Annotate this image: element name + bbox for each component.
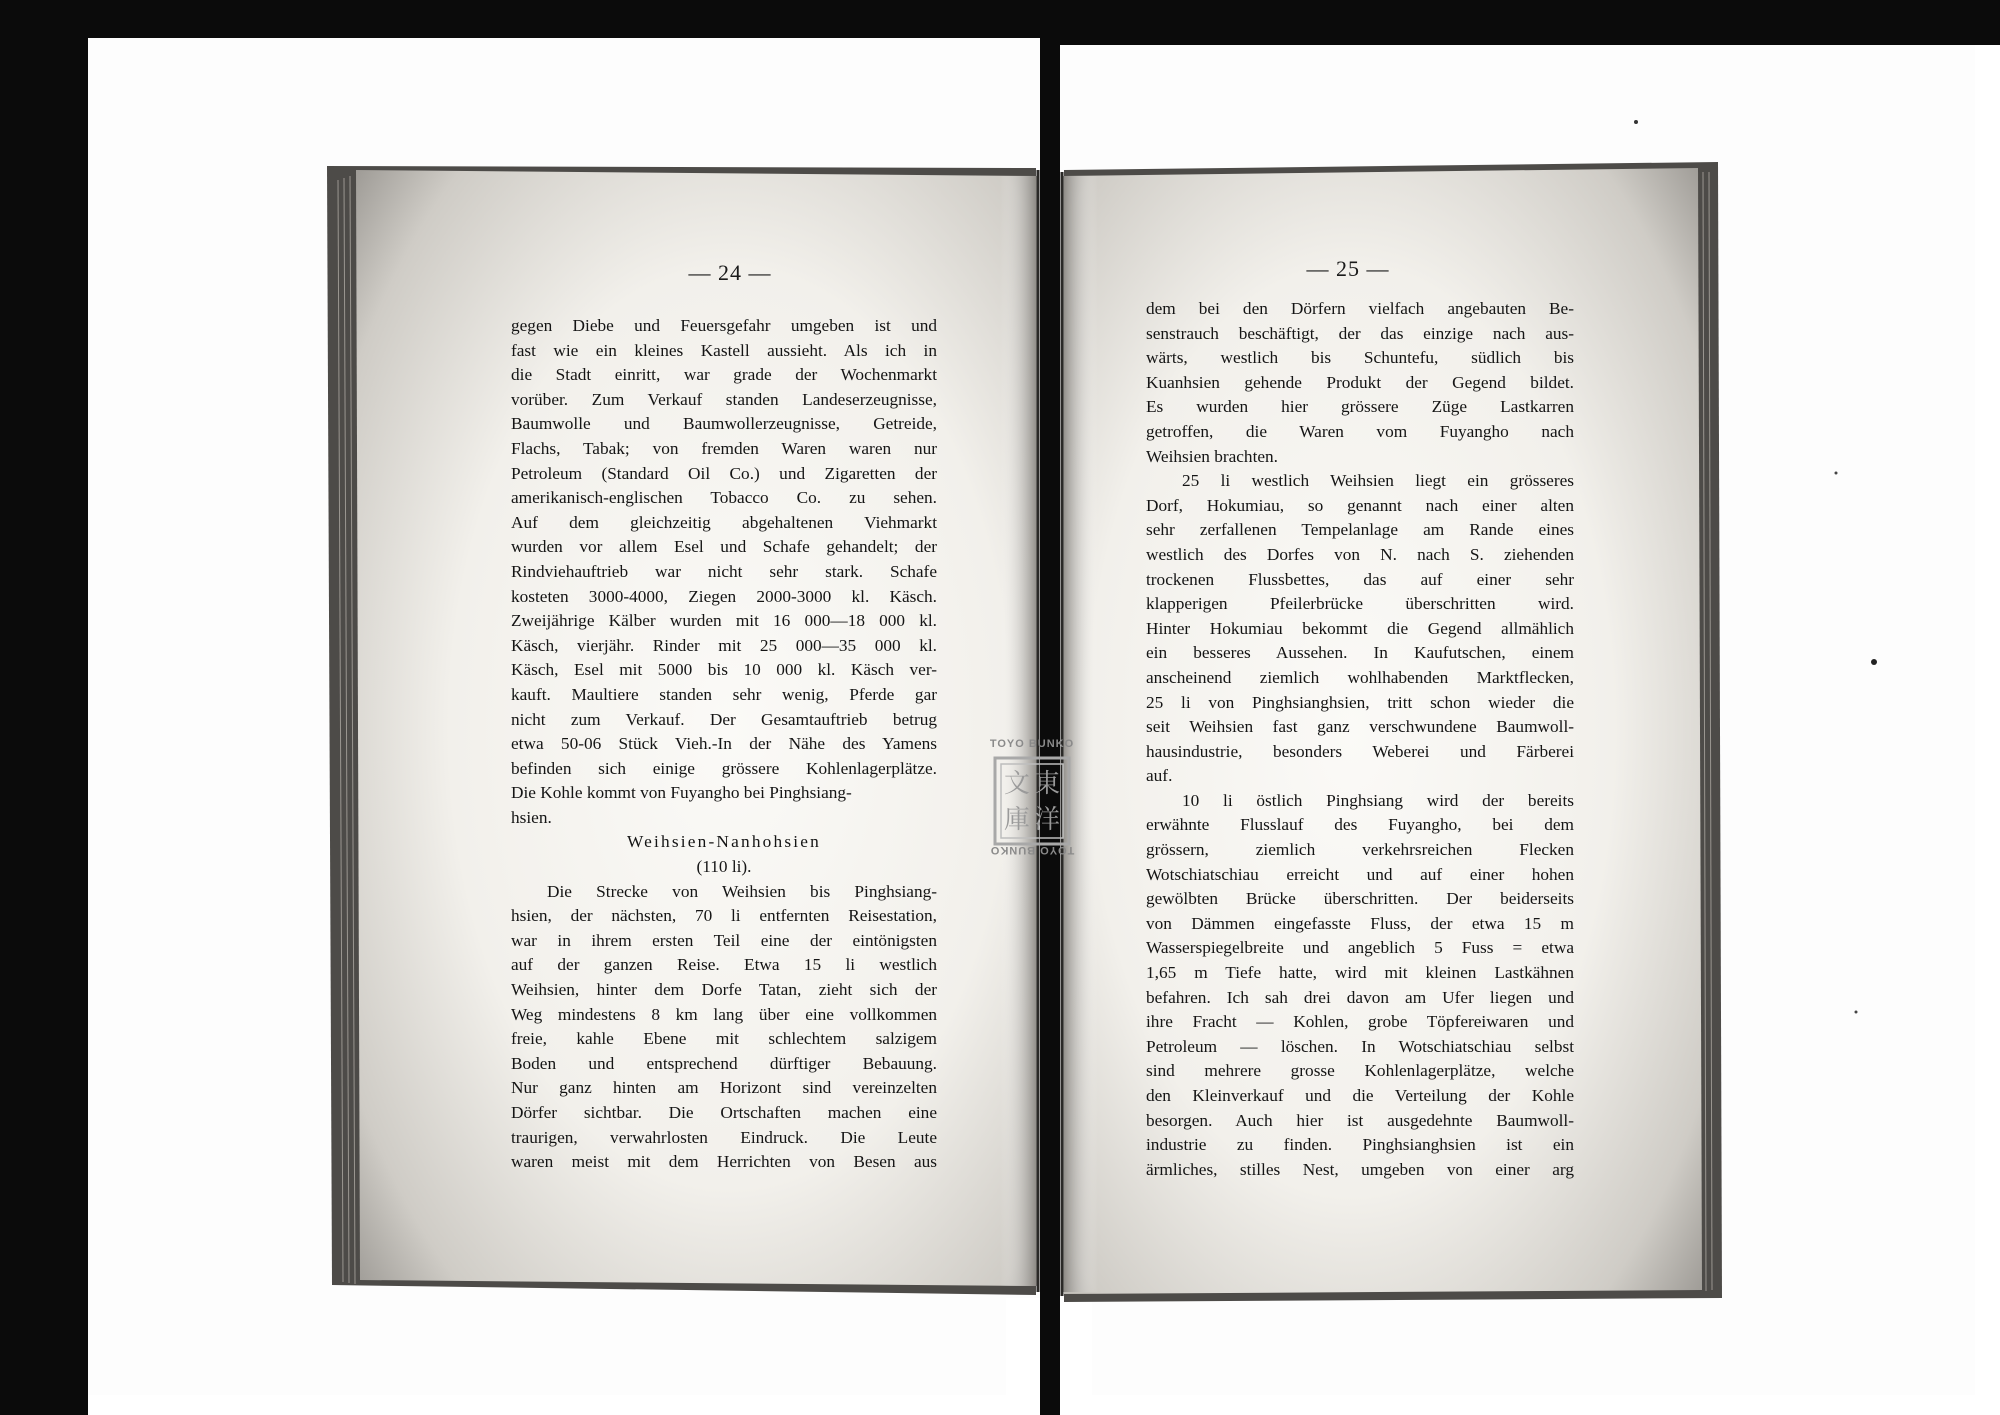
text-line: amerikanisch-englischen Tobacco Co. zu sehen. <box>511 488 937 508</box>
text-line: auf der ganzen Reise. Etwa 15 li westlich <box>511 955 937 975</box>
text-line: war in ihrem ersten Teil eine der eintönigsten <box>511 930 937 950</box>
text-line: wärts, westlich bis Schuntefu, südlich bis <box>1146 348 1574 368</box>
text-line: Dörfer sichtbar. Die Ortschaften machen eine <box>511 1103 937 1122</box>
text-line: ärmliches, stilles Nest, umgeben von einer arg <box>1146 1159 1574 1179</box>
text-line: hsien, der nächsten, 70 li entfernten Reisestation, <box>511 906 937 926</box>
text-line: befahren. Ich sah drei davon am Ufer liegen und <box>1146 987 1574 1007</box>
text-line: ihre Fracht — Kohlen, grobe Töpfereiwaren und <box>1146 1012 1574 1032</box>
text-line: Auf dem gleichzeitig abgehaltenen Viehmarkt <box>511 512 937 532</box>
text-line: industrie zu finden. Pinghsianghsien ist ein <box>1146 1135 1574 1155</box>
right-page-text <box>1146 297 1574 1182</box>
library-stamp <box>977 738 1087 858</box>
stamp-character: 文 <box>1003 769 1031 799</box>
text-line: nicht zum Verkauf. Der Gesamtauftrieb betrug <box>511 709 937 729</box>
text-line: Weihsien-Nanhohsien <box>627 832 821 852</box>
seal-stamp-icon <box>977 752 1087 852</box>
text-line: dem bei den Dörfern vielfach angebauten Be- <box>1146 299 1574 318</box>
text-line: ein besseres Aussehen. In Kaufutschen, einem <box>1146 643 1574 663</box>
text-line: Zweijährige Kälber wurden mit 16 000—18 000 kl. <box>511 611 937 631</box>
text-line: 1,65 m Tiefe hatte, wird mit kleinen Lastkähnen <box>1146 963 1574 983</box>
text-line: Kuanhsien gehende Produkt der Gegend bildet. <box>1146 372 1574 392</box>
text-line: Petroleum (Standard Oil Co.) und Zigaretten der <box>511 463 937 483</box>
text-line: 25 li westlich Weihsien liegt ein grösseres <box>1182 471 1574 491</box>
text-line: auf. <box>1146 766 1173 786</box>
text-line: Boden und entsprechend dürftiger Bebauung. <box>511 1053 937 1073</box>
stamp-label-bottom: TOYO BUNKO <box>989 844 1075 856</box>
text-line: wurden vor allem Esel und Schafe gehandelt; der <box>511 537 937 557</box>
text-line: waren meist mit dem Herrichten von Besen aus <box>511 1152 937 1172</box>
text-line: die Stadt einritt, war grade der Wochenmarkt <box>511 365 937 385</box>
text-line: Wotschiatschiau erreicht und auf einer hohen <box>1146 864 1574 884</box>
text-line: freie, kahle Ebene mit schlechtem salzigem <box>511 1029 937 1049</box>
text-line: hsien. <box>511 807 552 827</box>
text-line: trockenen Flussbettes, das auf einer sehr <box>1146 569 1574 589</box>
text-line: erwähnte Flusslauf des Fuyangho, bei dem <box>1146 815 1574 835</box>
text-line: besorgen. Auch hier ist ausgedehnte Baumwoll- <box>1146 1110 1574 1130</box>
text-line: klapperigen Pfeilerbrücke überschritten wird. <box>1146 594 1574 614</box>
text-line: kosteten 3000-4000, Ziegen 2000-3000 kl. Käsch. <box>511 586 937 606</box>
text-line: Es wurden hier grössere Züge Lastkarren <box>1146 397 1574 417</box>
text-line: Baumwolle und Baumwollerzeugnisse, Getreide, <box>511 414 937 434</box>
text-line: seit Weihsien fast ganz verschwundene Baumwoll- <box>1146 717 1574 737</box>
text-line: 10 li östlich Pinghsiang wird der bereits <box>1182 790 1574 810</box>
text-line: etwa 50-06 Stück Vieh.-In der Nähe des Yamens <box>511 734 937 754</box>
right-page-number: — 25 — <box>1306 256 1390 281</box>
text-line: anscheinend ziemlich wohlhabenden Marktflecken, <box>1146 667 1574 687</box>
text-line: kauft. Maultiere standen sehr wenig, Pferde gar <box>511 684 937 704</box>
text-line: sind mehrere grosse Kohlenlagerplätze, welche <box>1146 1061 1574 1081</box>
text-line: fast wie ein kleines Kastell aussieht. Als ich in <box>511 340 937 360</box>
text-line: gewölbten Brücke überschritten. Der beiderseits <box>1146 889 1574 909</box>
text-line: Wasserspiegelbreite und angeblich 5 Fuss = etwa <box>1146 938 1574 958</box>
text-line: von Dämmen eingefasste Fluss, der etwa 15 m <box>1146 913 1574 933</box>
text-line: traurigen, verwahrlosten Eindruck. Die Leute <box>511 1127 937 1147</box>
stamp-character: 庫 <box>1003 805 1031 835</box>
text-line: westlich des Dorfes von N. nach S. ziehenden <box>1146 544 1574 564</box>
text-line: getroffen, die Waren vom Fuyangho nach <box>1146 421 1574 441</box>
text-line: Weg mindestens 8 km lang über eine vollkommen <box>511 1004 937 1024</box>
text-line: sehr zerfallenen Tempelanlage am Rande eines <box>1146 520 1574 540</box>
text-line: Hinter Hokumiau bekommt die Gegend allmählich <box>1146 618 1574 638</box>
text-line: hausindustrie, besonders Weberei und Färberei <box>1146 741 1574 761</box>
text-line: Die Strecke von Weihsien bis Pinghsiang- <box>547 881 937 901</box>
text-line: vorüber. Zum Verkauf standen Landeserzeugnisse, <box>511 389 937 409</box>
text-line: Dorf, Hokumiau, so genannt nach einer alten <box>1146 495 1574 515</box>
text-line: Käsch, Esel mit 5000 bis 10 000 kl. Käsch ver- <box>511 660 937 680</box>
text-line: Käsch, vierjähr. Rinder mit 25 000—35 000 kl. <box>511 635 937 655</box>
text-line: senstrauch beschäftigt, der das einzige nach aus- <box>1146 323 1574 343</box>
text-line: Die Kohle kommt von Fuyangho bei Pinghsiang- <box>511 783 852 803</box>
stamp-label-top: TOYO BUNKO <box>989 738 1075 750</box>
text-line: Nur ganz hinten am Horizont sind vereinzelten <box>511 1078 937 1098</box>
text-line: Rindviehauftrieb war nicht sehr stark. Schafe <box>511 561 937 581</box>
text-line: Weihsien, hinter dem Dorfe Tatan, zieht sich der <box>511 980 937 1000</box>
text-line: 25 li von Pinghsianghsien, tritt schon wieder die <box>1146 692 1574 712</box>
text-line: gegen Diebe und Feuersgefahr umgeben ist und <box>511 316 937 335</box>
text-line: (110 li). <box>696 857 752 877</box>
text-line: den Kleinverkauf und die Verteilung der Kohle <box>1146 1086 1574 1105</box>
text-line: befinden sich einige grössere Kohlenlagerplätze. <box>511 758 937 778</box>
stamp-character: 東 <box>1033 769 1061 799</box>
text-line: Petroleum — löschen. In Wotschiatschiau selbst <box>1146 1036 1574 1056</box>
text-line: grössern, ziemlich verkehrsreichen Flecken <box>1146 840 1574 860</box>
text-line: Flachs, Tabak; von fremden Waren waren nur <box>511 438 937 458</box>
left-page-number: — 24 — <box>688 260 772 285</box>
text-line: Weihsien brachten. <box>1146 446 1279 466</box>
stamp-character: 洋 <box>1033 805 1061 835</box>
